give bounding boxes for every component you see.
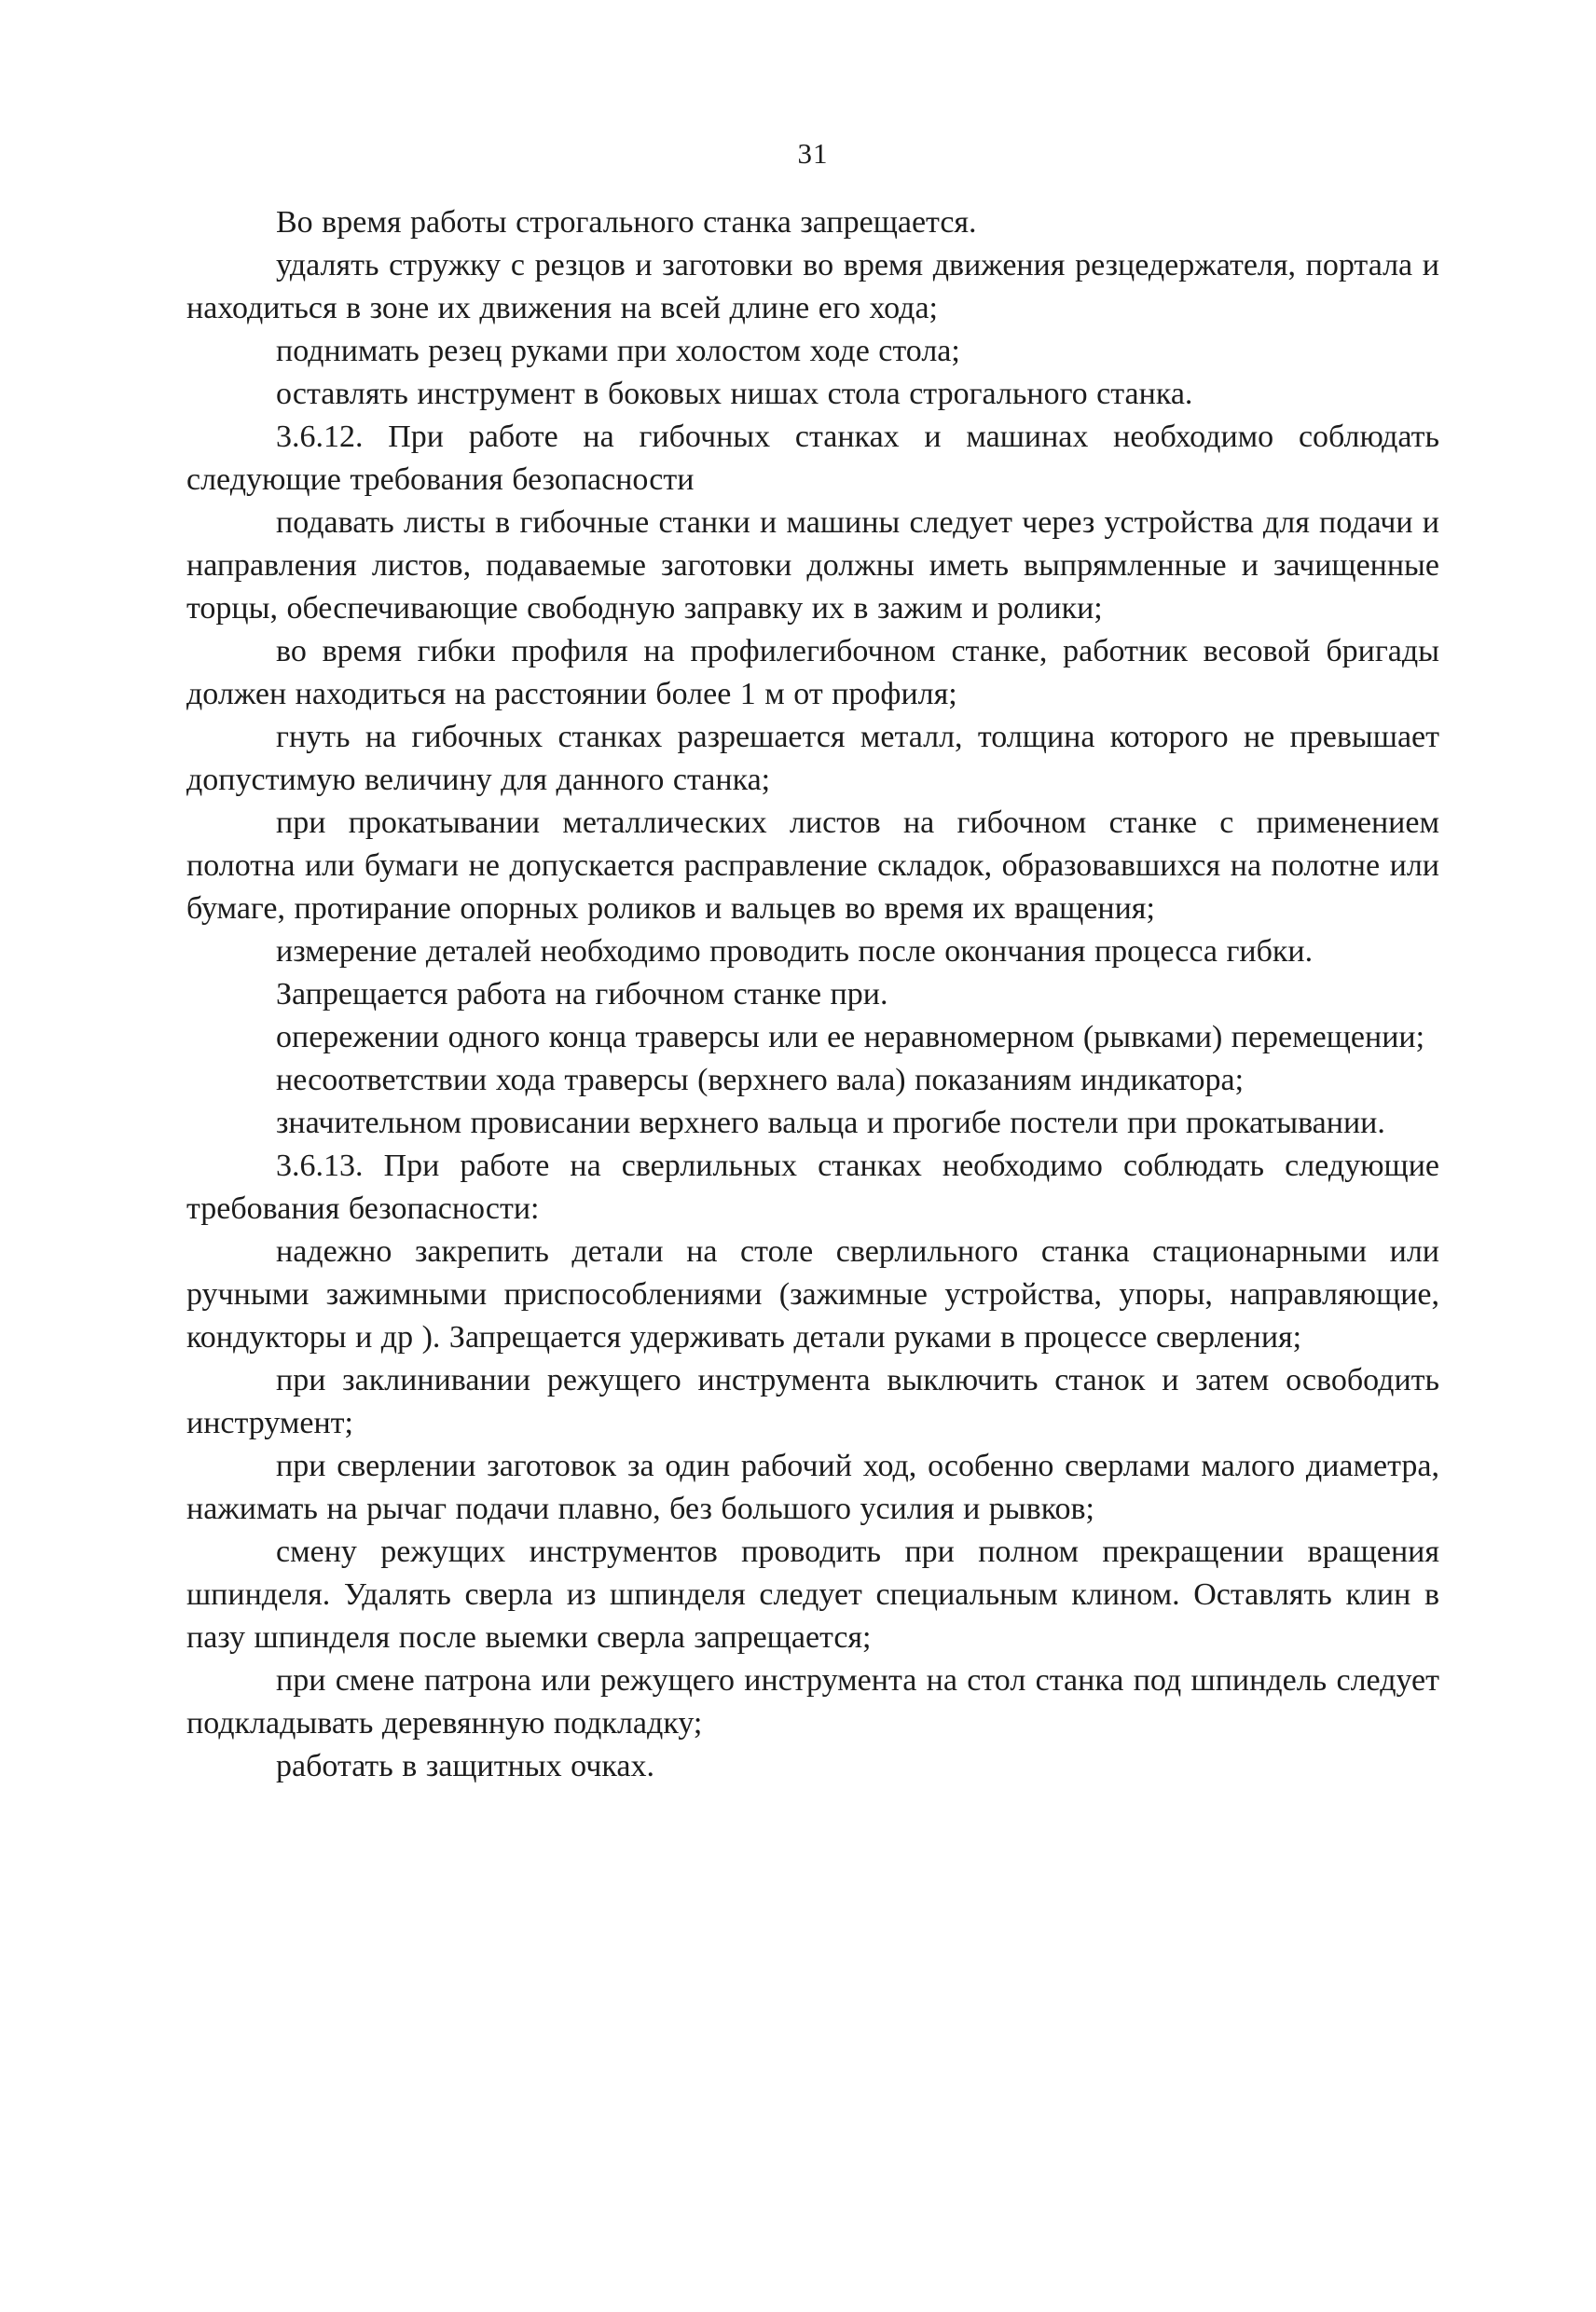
paragraph-1: Во время работы строгального станка запрещается.: [276, 205, 977, 240]
paragraph-20: при смене патрона или режущего инструмента на стол станка под шпиндель следует подкладывать деревянную подкладку;: [186, 1663, 1439, 1741]
paragraph-5: 3.6.12. При работе на гибочных станках и машинах необходимо соблюдать следующие требования безопасности: [186, 420, 1439, 497]
paragraph-16: надежно закрепить детали на столе сверлильного станка стационарными или ручными зажимными приспособлениями (зажимные устройства, упоры, направляющие, кондукторы и др ). Запрещается удерживать детали руками в процессе сверления;: [186, 1234, 1439, 1355]
paragraph-21: работать в защитных очках.: [276, 1749, 654, 1783]
paragraph-8: гнуть на гибочных станках разрешается металл, толщина которого не превышает допустимую величину для данного станка;: [186, 720, 1439, 797]
paragraph-17: при заклинивании режущего инструмента выключить станок и затем освободить инструмент;: [186, 1363, 1439, 1440]
paragraph-14: значительном провисании верхнего вальца и прогибе постели при прокатывании.: [276, 1106, 1385, 1140]
paragraph-3: поднимать резец руками при холостом ходе стола;: [276, 334, 960, 368]
paragraph-19: смену режущих инструментов проводить при полном прекращении вращения шпинделя. Удалять сверла из шпинделя следует специальным клином. Оставлять клин в пазу шпинделя после выемки сверла запрещается;: [186, 1534, 1439, 1655]
page-number: 31: [797, 137, 829, 170]
document-body: [186, 201, 1439, 1788]
paragraph-12: опережении одного конца траверсы или ее неравномерном (рывками) перемещении;: [276, 1020, 1425, 1054]
paragraph-10: измерение деталей необходимо проводить после окончания процесса гибки.: [276, 934, 1314, 969]
paragraph-9: при прокатывании металлических листов на гибочном станке с применением полотна или бумаги не допускается расправление складок, образовавшихся на полотне или бумаге, протирание опорных роликов и вальцев во время их вращения;: [186, 805, 1439, 926]
paragraph-4: оставлять инструмент в боковых нишах стола строгального станка.: [276, 377, 1193, 411]
paragraph-13: несоответствии хода траверсы (верхнего вала) показаниям индикатора;: [276, 1063, 1245, 1097]
paragraph-18: при сверлении заготовок за один рабочий ход, особенно сверлами малого диаметра, нажимать на рычаг подачи плавно, без большого усилия и рывков;: [186, 1449, 1439, 1526]
paragraph-2: удалять стружку с резцов и заготовки во время движения резцедержателя, портала и находиться в зоне их движения на всей длине его хода;: [186, 248, 1439, 325]
paragraph-7: во время гибки профиля на профилегибочном станке, работник весовой бригады должен находиться на расстоянии более 1 м от профиля;: [186, 634, 1439, 711]
paragraph-6: подавать листы в гибочные станки и машины следует через устройства для подачи и направления листов, подаваемые заготовки должны иметь выпрямленные и зачищенные торцы, обеспечивающие свободную заправку их в зажим и ролики;: [186, 505, 1439, 626]
paragraph-11: Запрещается работа на гибочном станке при.: [276, 977, 888, 1012]
paragraph-15: 3.6.13. При работе на сверлильных станках необходимо соблюдать следующие требования безопасности:: [186, 1149, 1439, 1226]
